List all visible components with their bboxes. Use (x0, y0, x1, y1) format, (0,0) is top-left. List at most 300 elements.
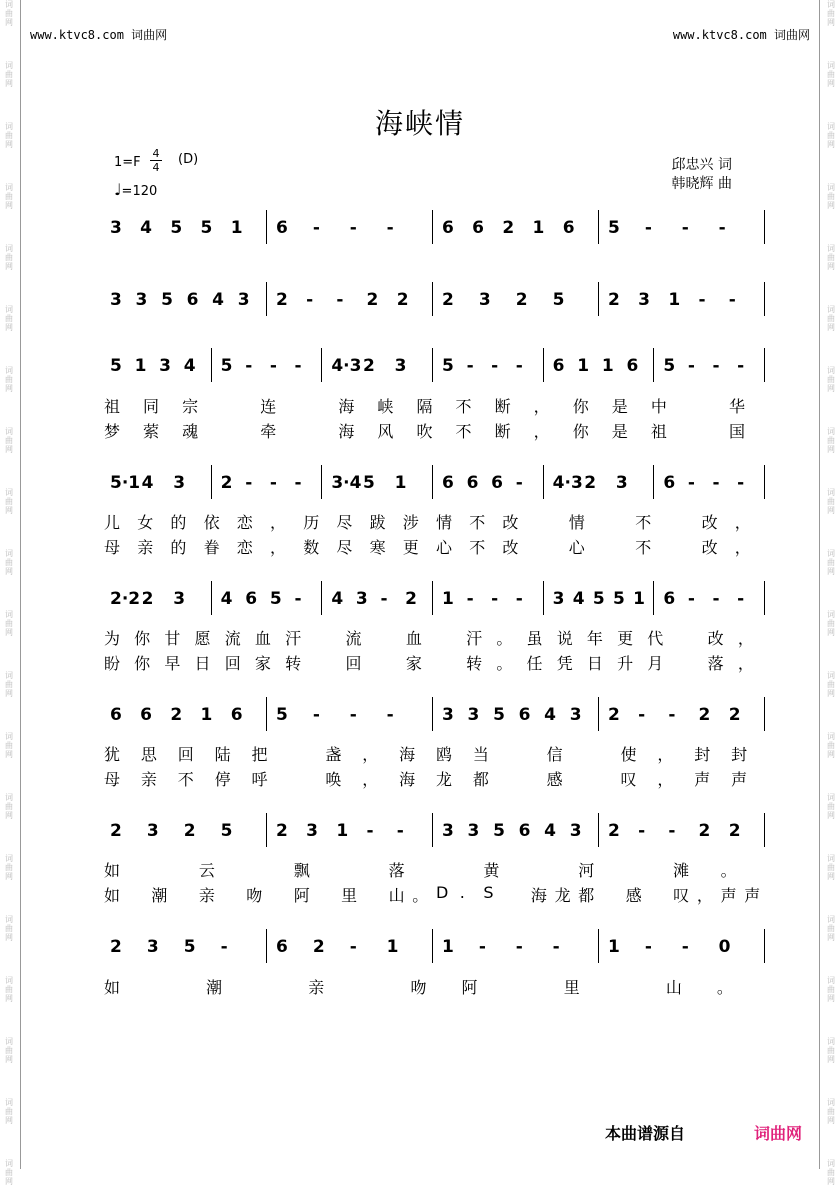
note: 4 (140, 218, 153, 238)
lyric-char: 你 (572, 397, 589, 416)
lyric-char: ， (657, 745, 674, 764)
header-url-right[interactable]: www.ktvc8.com 词曲网 (672, 28, 810, 42)
side-watermark-mark: 词 曲 网 (5, 122, 13, 149)
note: 2 (405, 589, 417, 609)
note: - (737, 589, 745, 609)
barline (321, 581, 322, 615)
note: 2 (728, 821, 741, 841)
lyric-char: 中 (650, 397, 667, 416)
lyric-char: 历 (303, 513, 320, 532)
time-signature (150, 147, 162, 174)
note: 2 (698, 821, 711, 841)
note: 5 (663, 356, 676, 376)
side-watermark-mark: 词 曲 网 (5, 610, 13, 637)
lyric-char: 转 (466, 654, 483, 673)
note: 2 (362, 356, 375, 376)
tempo-marking (114, 180, 157, 199)
lyric-char: 跋 (369, 513, 386, 532)
note: - (312, 705, 320, 725)
note: 4 (331, 589, 344, 609)
side-watermark-mark: 词 曲 网 (827, 793, 835, 820)
lyric-char: 你 (572, 422, 589, 441)
score-row-3 (104, 352, 768, 441)
lyric-char: ， (533, 397, 550, 416)
note: 5 (220, 356, 233, 376)
lyric-char: 愿 (194, 629, 211, 648)
lyric-char: 家 (405, 654, 422, 673)
lyric-char: 。 (720, 861, 737, 880)
left-side-watermark (2, 0, 16, 1186)
note: 1 (608, 937, 620, 957)
lyric-char: 叹 (673, 886, 690, 905)
note: 1 (577, 356, 590, 376)
barline (211, 581, 212, 615)
lyric-char: 血 (405, 629, 422, 648)
lyric-char: 数 (303, 538, 320, 557)
lyric-char: 升 (617, 654, 634, 673)
lyric-char: 血 (254, 629, 271, 648)
lyric-char: 任 (526, 654, 543, 673)
note: 5 (592, 589, 605, 609)
lyric-char: 。 (412, 886, 429, 905)
lyric-char: 日 (586, 654, 603, 673)
lyric-char: 唤 (325, 770, 342, 789)
lyric-line-3b (104, 419, 768, 439)
note: - (306, 290, 314, 310)
note: 1 (442, 589, 454, 609)
lyric-char: 梦 (104, 422, 121, 441)
lyric-char: 汗 (285, 629, 302, 648)
lyric-char: 龙 (554, 886, 571, 905)
lyric-char: 的 (170, 513, 187, 532)
lyric-char: 龙 (436, 770, 453, 789)
note: 3 (237, 290, 250, 310)
note: - (515, 473, 523, 493)
lyric-char: 如 (104, 886, 121, 905)
note: 6 (276, 937, 288, 957)
lyric-char: 流 (345, 629, 362, 648)
barline (598, 929, 599, 963)
lyric-char: 山 (388, 886, 405, 905)
lyric-char: 不 (455, 422, 472, 441)
note: 6 (663, 473, 676, 493)
lyric-char: 回 (345, 654, 362, 673)
barline (653, 465, 654, 499)
side-watermark-mark: 词 曲 网 (5, 183, 13, 210)
side-watermark-mark: 词 曲 网 (5, 732, 13, 759)
lyric-char: 潮 (151, 886, 168, 905)
lyric-char: S (483, 883, 494, 902)
barline (543, 348, 544, 382)
right-border-line (819, 0, 820, 1169)
note: - (638, 821, 646, 841)
note: 3 (355, 589, 368, 609)
key-signature: 1=F (114, 155, 141, 170)
note: 5·1 (110, 473, 141, 493)
lyric-char: 依 (203, 513, 220, 532)
lyric-char: 停 (214, 770, 231, 789)
lyric-char: 改 (701, 538, 718, 557)
lyric-char: 当 (472, 745, 489, 764)
lyric-line-5a (104, 626, 768, 646)
note: - (644, 218, 652, 238)
lyric-char: 声 (744, 886, 761, 905)
lyric-line-6b (104, 767, 768, 787)
note: - (644, 937, 652, 957)
lyric-char: 你 (134, 654, 151, 673)
lyric-char: 感 (625, 886, 642, 905)
barline (543, 581, 544, 615)
lyric-char: 亲 (140, 770, 157, 789)
note: 2·2 (110, 589, 141, 609)
note: 3 (442, 705, 454, 725)
note: - (668, 705, 676, 725)
time-signature-bottom: 4 (150, 160, 162, 174)
note: 3 (615, 473, 628, 493)
note: 6 (552, 356, 565, 376)
note: - (269, 356, 277, 376)
note: 6 (442, 473, 454, 493)
note: 5 (200, 218, 213, 238)
notation-line-8 (104, 933, 768, 963)
note: 2 (276, 290, 288, 310)
barline (432, 697, 433, 731)
note: 4 (212, 290, 224, 310)
lyric-line-4b (104, 535, 768, 555)
note: - (349, 937, 357, 957)
note: 4 (572, 589, 585, 609)
lyric-char: 落 (707, 654, 724, 673)
notation-line-2 (104, 286, 768, 316)
notation-line-6 (104, 701, 768, 731)
note: - (638, 705, 646, 725)
barline (321, 465, 322, 499)
score-row-8 (104, 933, 768, 997)
lyric-char: 山 (665, 978, 682, 997)
note: - (245, 356, 253, 376)
lyric-char: ， (362, 745, 379, 764)
side-watermark-mark: 词 曲 网 (5, 0, 13, 27)
side-watermark-mark: 词 曲 网 (827, 854, 835, 881)
lyric-char: 断 (494, 422, 511, 441)
lyric-char: 声 (720, 886, 737, 905)
lyric-char: 连 (260, 397, 277, 416)
note: 2 (515, 290, 528, 310)
note: 3 (569, 821, 582, 841)
lyric-char: ， (734, 538, 751, 557)
note: 4·3 (331, 356, 362, 376)
lyric-char: 恋 (236, 513, 253, 532)
side-watermark-mark: 词 曲 网 (5, 1037, 13, 1064)
side-watermark-mark: 词 曲 网 (827, 549, 835, 576)
note: 5 (613, 589, 625, 609)
note: 3·4 (331, 473, 362, 493)
note: 4 (544, 705, 556, 725)
note: - (220, 937, 228, 957)
barline (211, 348, 212, 382)
side-watermark-mark: 词 曲 网 (5, 244, 13, 271)
lyric-char: 改 (707, 629, 724, 648)
lyric-char: 都 (578, 886, 595, 905)
lyric-char: 峡 (377, 397, 394, 416)
lyric-char: 回 (177, 745, 194, 764)
barline (598, 697, 599, 731)
lyricist-credit: 邱忠兴 词 (671, 157, 732, 173)
note: 1 (532, 218, 545, 238)
barline (653, 581, 654, 615)
side-watermark-mark: 词 曲 网 (827, 427, 835, 454)
lyric-char: 里 (341, 886, 358, 905)
note: 3 (146, 821, 159, 841)
note: - (515, 589, 523, 609)
lyric-char: 不 (177, 770, 194, 789)
note: - (491, 589, 499, 609)
lyric-char: 祖 (104, 397, 121, 416)
lyric-char: 为 (104, 629, 121, 648)
lyric-char: 飘 (293, 861, 310, 880)
note: 6 (663, 589, 676, 609)
side-watermark-mark: 词 曲 网 (5, 427, 13, 454)
note: 6 (245, 589, 258, 609)
note: 3 (159, 356, 172, 376)
note: 5 (442, 356, 454, 376)
lyric-char: 早 (164, 654, 181, 673)
note: - (245, 473, 253, 493)
lyric-char: 亲 (308, 978, 325, 997)
lyric-char: 潮 (206, 978, 223, 997)
note: 3 (467, 821, 480, 841)
side-watermark-mark: 词 曲 网 (5, 61, 13, 88)
note: 2 (608, 705, 620, 725)
score-row-6 (104, 701, 768, 789)
note: - (386, 705, 394, 725)
side-watermark-mark: 词 曲 网 (5, 915, 13, 942)
score-row-4 (104, 469, 768, 557)
note: - (294, 589, 302, 609)
note: 1 (442, 937, 454, 957)
tonality: (D) (178, 152, 199, 167)
lyric-char: 恋 (236, 538, 253, 557)
composer-credit: 韩晓辉 曲 (671, 176, 732, 192)
lyric-char: 女 (137, 513, 154, 532)
note: - (712, 473, 720, 493)
side-watermark-mark: 词 曲 网 (827, 61, 835, 88)
lyric-char: 母 (104, 770, 121, 789)
note: - (366, 821, 374, 841)
lyric-char: ， (270, 513, 287, 532)
note: 2 (312, 937, 325, 957)
note: 1 (633, 589, 645, 609)
note: 0 (718, 937, 731, 957)
barline (764, 929, 765, 963)
side-watermark-mark: 词 曲 网 (827, 0, 835, 27)
note: - (466, 356, 474, 376)
note: 1 (134, 356, 147, 376)
score-row-5 (104, 585, 768, 673)
side-watermark-mark: 词 曲 网 (5, 305, 13, 332)
note: 2 (170, 705, 183, 725)
lyric-char: 滩 (673, 861, 690, 880)
time-signature-top: 4 (152, 147, 160, 160)
tempo-value: =120 (121, 184, 158, 199)
note: - (737, 356, 745, 376)
footer-brand-link[interactable]: 词曲网 (754, 1124, 803, 1143)
lyric-char: 都 (472, 770, 489, 789)
lyric-char: 盼 (104, 654, 121, 673)
lyric-char: 封 (694, 745, 711, 764)
note: - (698, 290, 706, 310)
barline (653, 348, 654, 382)
lyric-char: ， (737, 654, 754, 673)
note: - (294, 356, 302, 376)
note: 6 (518, 821, 531, 841)
lyric-char: . (459, 883, 465, 902)
barline (764, 282, 765, 316)
header-url-left[interactable]: www.ktvc8.com 词曲网 (30, 28, 168, 42)
lyric-char: 代 (647, 629, 664, 648)
lyric-char: 家 (254, 654, 271, 673)
note: 4 (183, 356, 196, 376)
note: - (491, 356, 499, 376)
note: 6 (518, 705, 531, 725)
note: 3 (135, 290, 148, 310)
note: - (294, 473, 302, 493)
lyric-char: 宗 (182, 397, 199, 416)
note: 6 (466, 473, 479, 493)
lyric-char: 如 (104, 978, 121, 997)
lyric-char: 尽 (336, 538, 353, 557)
lyric-char: 使 (620, 745, 637, 764)
lyric-char: ， (737, 629, 754, 648)
barline (432, 581, 433, 615)
lyric-line-3a (104, 394, 768, 414)
note: 5 (110, 356, 122, 376)
note: 5 (170, 218, 183, 238)
lyric-char: 心 (568, 538, 585, 557)
note: 6 (110, 705, 122, 725)
side-watermark-mark: 词 曲 网 (5, 671, 13, 698)
side-watermark-mark: 词 曲 网 (5, 793, 13, 820)
note: 2 (276, 821, 288, 841)
lyric-char: 海 (399, 770, 416, 789)
lyric-char: 国 (728, 422, 745, 441)
note: - (687, 473, 695, 493)
note: - (728, 290, 736, 310)
note: 2 (698, 705, 711, 725)
side-watermark-mark: 词 曲 网 (827, 732, 835, 759)
note: 2 (183, 821, 196, 841)
note: 5 (362, 473, 375, 493)
barline (266, 282, 267, 316)
lyric-char: 河 (578, 861, 595, 880)
lyric-char: 同 (143, 397, 160, 416)
lyric-char: 犹 (104, 745, 121, 764)
note: - (380, 589, 388, 609)
note: 5 (493, 821, 505, 841)
barline (266, 697, 267, 731)
score-row-1 (104, 214, 768, 264)
note: 3 (146, 937, 159, 957)
note: 3 (173, 473, 186, 493)
barline (432, 348, 433, 382)
lyric-line-8a (104, 975, 768, 995)
note: 5 (493, 705, 505, 725)
lyric-char: 魂 (182, 422, 199, 441)
lyric-char: 信 (546, 745, 563, 764)
side-watermark-mark: 词 曲 网 (827, 610, 835, 637)
lyric-char: 尽 (336, 513, 353, 532)
lyric-char: 吻 (246, 886, 263, 905)
note: 2 (584, 473, 597, 493)
left-border-line (20, 0, 21, 1169)
side-watermark-mark: 词 曲 网 (827, 915, 835, 942)
note: 2 (608, 821, 620, 841)
note: - (737, 473, 745, 493)
lyric-char: 吻 (410, 978, 427, 997)
note: 2 (141, 589, 154, 609)
note: 3 (569, 705, 582, 725)
barline (543, 465, 544, 499)
note: 6 (276, 218, 288, 238)
lyric-char: 更 (617, 629, 634, 648)
lyric-line-6a (104, 742, 768, 762)
side-watermark-mark: 词 曲 网 (5, 366, 13, 393)
lyric-char: ， (533, 422, 550, 441)
note: - (312, 218, 320, 238)
note: 3 (110, 218, 122, 238)
side-watermark-mark: 词 曲 网 (827, 122, 835, 149)
barline (764, 813, 765, 847)
note: 2 (366, 290, 379, 310)
side-watermark-mark: 词 曲 网 (827, 366, 835, 393)
lyric-char: 流 (224, 629, 241, 648)
score-row-2 (104, 286, 768, 336)
lyric-char: 日 (194, 654, 211, 673)
barline (432, 813, 433, 847)
lyric-char: 海 (338, 422, 355, 441)
lyric-char: 海 (399, 745, 416, 764)
lyric-char: 心 (436, 538, 453, 557)
note: 3 (173, 589, 186, 609)
lyric-char: ， (696, 886, 713, 905)
note: 5 (276, 705, 288, 725)
lyric-char: 母 (104, 538, 121, 557)
lyric-char: 不 (635, 513, 652, 532)
lyric-char: 阿 (293, 886, 310, 905)
note: 2 (728, 705, 741, 725)
note: - (336, 290, 344, 310)
barline (266, 210, 267, 244)
lyric-char: 不 (469, 513, 486, 532)
song-title: 海峡情 (374, 107, 465, 140)
lyric-char: 不 (469, 538, 486, 557)
lyric-char: 黄 (483, 861, 500, 880)
lyric-char: 亲 (198, 886, 215, 905)
quarter-note-icon: ♩ (114, 180, 122, 199)
lyric-char: 风 (377, 422, 394, 441)
note: - (396, 821, 404, 841)
lyric-char: 情 (568, 513, 585, 532)
note: 1 (386, 937, 399, 957)
side-watermark-mark: 词 曲 网 (827, 1098, 835, 1125)
barline (211, 465, 212, 499)
note: - (687, 356, 695, 376)
lyric-line-4a (104, 510, 768, 530)
note: 2 (442, 290, 454, 310)
note: 1 (668, 290, 681, 310)
lyric-char: 。 (496, 654, 513, 673)
note: - (552, 937, 560, 957)
